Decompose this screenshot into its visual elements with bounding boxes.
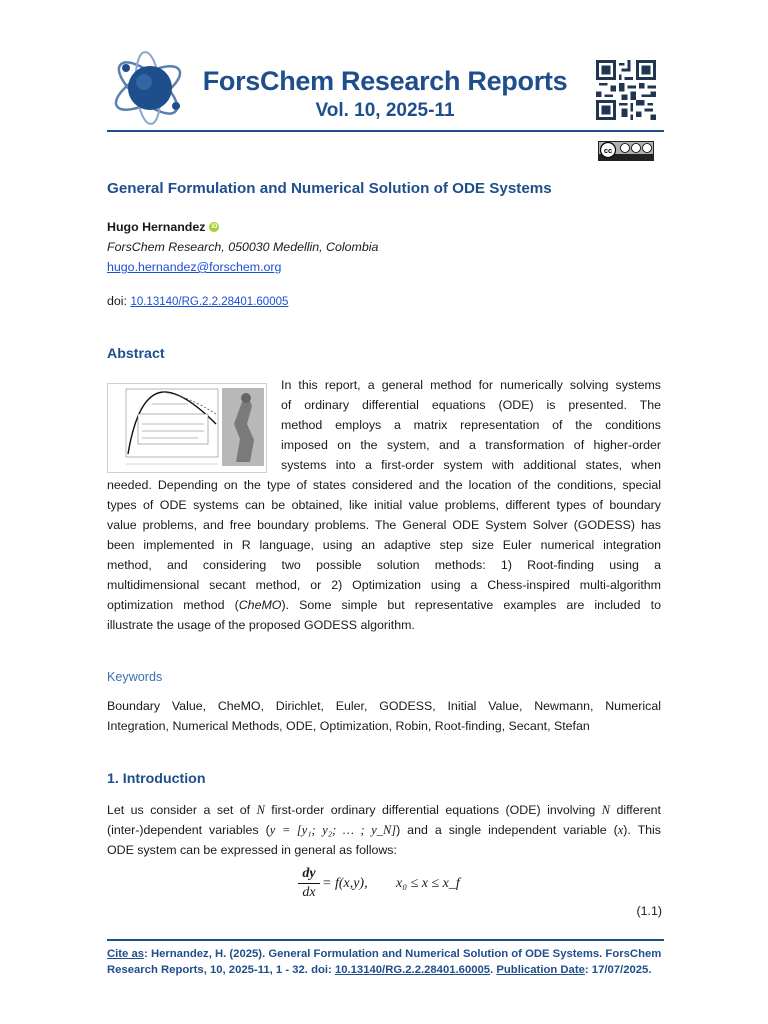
abstract-line-last: illustrate the usage of the proposed GODESS algorithm. <box>107 618 415 632</box>
abstract-line: been implemented in R language, using an adaptive step size Euler numerical integration <box>107 538 661 552</box>
abstract-line: types of ODE systems can be obtained, like initial value problems, different types of boundary <box>107 498 661 512</box>
graphical-abstract <box>107 383 267 473</box>
doi-link[interactable]: 10.13140/RG.2.2.28401.60005 <box>130 296 289 308</box>
eq-rhs: = f(x,y), <box>322 876 368 891</box>
citation-doi-link[interactable]: 10.13140/RG.2.2.28401.60005 <box>334 964 491 976</box>
abstract-line: value problems, and free boundary problems. The General ODE System Solver (GODESS) has <box>107 518 661 532</box>
intro-line-2: (inter-)dependent variables (y = [y₁; y₂; … ; y_N]) and a single independent variable (x). This <box>107 823 662 837</box>
eq-numerator: dy <box>302 866 316 881</box>
eq-number: (1.1) <box>636 904 662 918</box>
abstract-line: multidimensional secant method, or 2) Optimization using a Chess-inspired multi-algorithm <box>107 578 661 592</box>
citation-line-1: Cite as: Hernandez, H. (2025). General Formulation and Numerical Solution of ODE Systems. ForsChem <box>107 948 662 960</box>
abstract-line-wrapped: systems into a first-order system with additional states, when <box>281 458 661 472</box>
cc-by-nc-sa-icon <box>598 141 654 161</box>
graphical-abstract-image <box>108 384 266 472</box>
journal-volume: Vol. 10, 2025-11 <box>315 100 455 121</box>
journal-title: ForsChem Research Reports <box>202 66 568 96</box>
eq-fraction <box>298 866 320 901</box>
article-title: General Formulation and Numerical Solution of ODE Systems <box>107 180 552 197</box>
citation-block <box>107 946 667 978</box>
atom-logo-icon <box>108 48 188 128</box>
abstract-line-wrapped: method employs a matrix representation of the conditions <box>281 418 661 432</box>
keywords-line-2: Integration, Numerical Methods, ODE, Optimization, Robin, Root-finding, Secant, Stefan <box>107 719 590 733</box>
abstract-line-wrapped: imposed on the system, and a transformation of higher-order <box>281 438 661 452</box>
eq-fraction-bar <box>298 883 320 884</box>
intro-line-3: ODE system can be expressed in general as follows: <box>107 843 397 857</box>
svg-text:cc: cc <box>603 146 613 155</box>
introduction-heading: 1. Introduction <box>107 771 206 787</box>
eq-domain: x₀ ≤ x ≤ x_f <box>396 876 460 891</box>
intro-line-1: Let us consider a set of N first-order ordinary differential equations (ODE) involving N different <box>107 803 661 817</box>
license-badge[interactable] <box>598 141 654 161</box>
journal-logo <box>108 48 188 128</box>
publication-date-label: Publication Date <box>496 964 585 976</box>
qr-code <box>596 60 656 120</box>
eq-denominator: dx <box>302 885 316 900</box>
publication-date: : 17/07/2025. <box>584 964 652 976</box>
footer-rule <box>107 939 664 941</box>
citation-line-2: Research Reports, 10, 2025-11, 1 - 32. doi: 10.13140/RG.2.2.28401.60005. Publication Date: 17/07/2025. <box>107 964 652 976</box>
keywords-heading: Keywords <box>107 670 163 684</box>
doi-line <box>107 294 288 308</box>
header-rule <box>107 130 664 132</box>
abstract-line-chemo: optimization method (CheMO). Some simple but representative examples are included to <box>107 598 661 612</box>
orcid-icon[interactable]: iD <box>211 224 218 230</box>
abstract-line: method, and considering two possible solution methods: 1) Root-finding using a <box>107 558 661 572</box>
affiliation: ForsChem Research, 050030 Medellin, Colombia <box>107 240 379 254</box>
abstract-line-wrapped: of ordinary differential equations (ODE) is presented. The <box>281 398 661 412</box>
author-email[interactable]: hugo.hernandez@forschem.org <box>107 260 282 274</box>
abstract-heading: Abstract <box>107 346 165 362</box>
author-line <box>107 220 219 234</box>
cite-label: Cite as <box>107 948 145 960</box>
author-name: Hugo Hernandez <box>107 220 206 234</box>
abstract-line: needed. Depending on the type of states considered and the location of the conditions, special <box>107 478 661 492</box>
qr-code-icon <box>596 60 656 120</box>
abstract-line-wrapped: In this report, a general method for numerically solving systems <box>281 378 661 392</box>
doi-label: doi: <box>107 294 127 308</box>
keywords-line-1: Boundary Value, CheMO, Dirichlet, Euler, GODESS, Initial Value, Newmann, Numerical <box>107 699 661 713</box>
